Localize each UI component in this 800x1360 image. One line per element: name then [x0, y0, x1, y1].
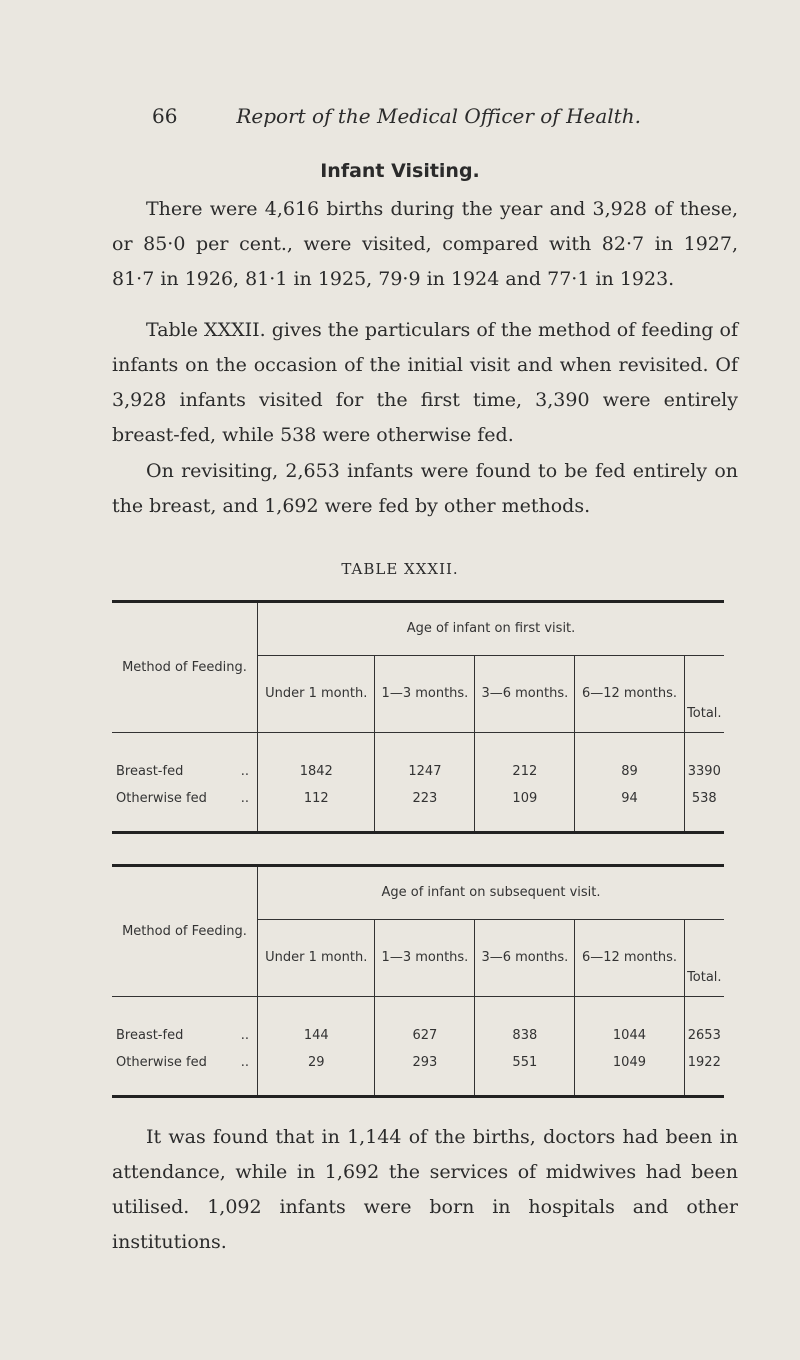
row-label-text: Breast-fed: [116, 764, 184, 779]
table-row: [112, 733, 724, 782]
cell: 223: [375, 781, 475, 833]
section-title: Infant Visiting.: [320, 160, 480, 182]
method-header: Method of Feeding.: [112, 866, 258, 997]
cell: 551: [475, 1045, 575, 1097]
column-header: 3—6 months.: [475, 656, 575, 733]
paragraph-births: There were 4,616 births during the year and 3,928 of these, or 85·0 per cent., were visited, compared with 82·7 in 1927, 81·7 in 1926, 81·1 in 1925, 79·9 in 1924 and 77·1 in 1923.: [112, 198, 738, 290]
cell: 29: [258, 1045, 375, 1097]
group-header: Age of infant on subsequent visit.: [258, 866, 725, 920]
page-header: [152, 104, 641, 128]
column-header: 1—3 months.: [375, 920, 475, 997]
leader-dots: ..: [240, 1028, 249, 1043]
column-header: 3—6 months.: [475, 920, 575, 997]
cell: 212: [475, 733, 575, 782]
column-header: 1—3 months.: [375, 656, 475, 733]
table-row: [112, 1045, 724, 1097]
column-header: Total.: [684, 920, 724, 997]
table-first-visit: [112, 600, 724, 834]
cell-total: 1922: [687, 1055, 721, 1070]
row-label-text: Otherwise fed: [116, 1055, 207, 1070]
method-header: Method of Feeding.: [112, 602, 258, 733]
cell: 89: [575, 733, 684, 782]
leader-dots: ..: [240, 764, 249, 779]
paragraph-revisiting: On revisiting, 2,653 infants were found to be fed entirely on the breast, and 1,692 were fed by other methods.: [112, 460, 738, 517]
cell: 144: [258, 997, 375, 1046]
row-label: [112, 733, 258, 782]
cell: 838: [475, 997, 575, 1046]
cell: 112: [258, 781, 375, 833]
group-header: Age of infant on first visit.: [258, 602, 725, 656]
column-header: Under 1 month.: [258, 920, 375, 997]
cell: 109: [475, 781, 575, 833]
cell: 1044: [575, 997, 684, 1046]
cell: 94: [575, 781, 684, 833]
row-label: [112, 781, 258, 833]
cell: 1049: [575, 1045, 684, 1097]
row-label: [112, 997, 258, 1046]
running-title: Report of the Medical Officer of Health.: [236, 104, 641, 128]
cell: 1247: [375, 733, 475, 782]
leader-dots: ..: [240, 1055, 249, 1070]
table-row: [112, 781, 724, 833]
column-header: 6—12 months.: [575, 656, 684, 733]
paragraph-feeding-method: Table XXXII. gives the particulars of the method of feeding of infants on the occasion of the initial visit and when revisited. Of 3,928 infants visited for the first time, 3,390 were entirely breast-fed, while 538 were otherwise fed.: [112, 319, 738, 446]
table-caption: TABLE XXXII.: [341, 560, 459, 578]
cell-total: 538: [691, 791, 717, 806]
cell: 293: [375, 1045, 475, 1097]
leader-dots: ..: [240, 791, 249, 806]
column-header: Under 1 month.: [258, 656, 375, 733]
cell: 1842: [258, 733, 375, 782]
row-label-text: Otherwise fed: [116, 791, 207, 806]
row-label-text: Breast-fed: [116, 1028, 184, 1043]
cell-total: 3390: [687, 764, 721, 779]
table-subsequent-visit: [112, 864, 724, 1098]
column-header: 6—12 months.: [575, 920, 684, 997]
table-row: [112, 997, 724, 1046]
row-label: [112, 1045, 258, 1097]
page-number: 66: [152, 104, 178, 128]
paragraph-attendance: It was found that in 1,144 of the births, doctors had been in attendance, while in 1,692 the services of midwives had been utilised. 1,092 infants were born in hospitals and other institutions.: [112, 1126, 738, 1253]
column-header: Total.: [684, 656, 724, 733]
cell: 627: [375, 997, 475, 1046]
cell-total: 2653: [687, 1028, 721, 1043]
